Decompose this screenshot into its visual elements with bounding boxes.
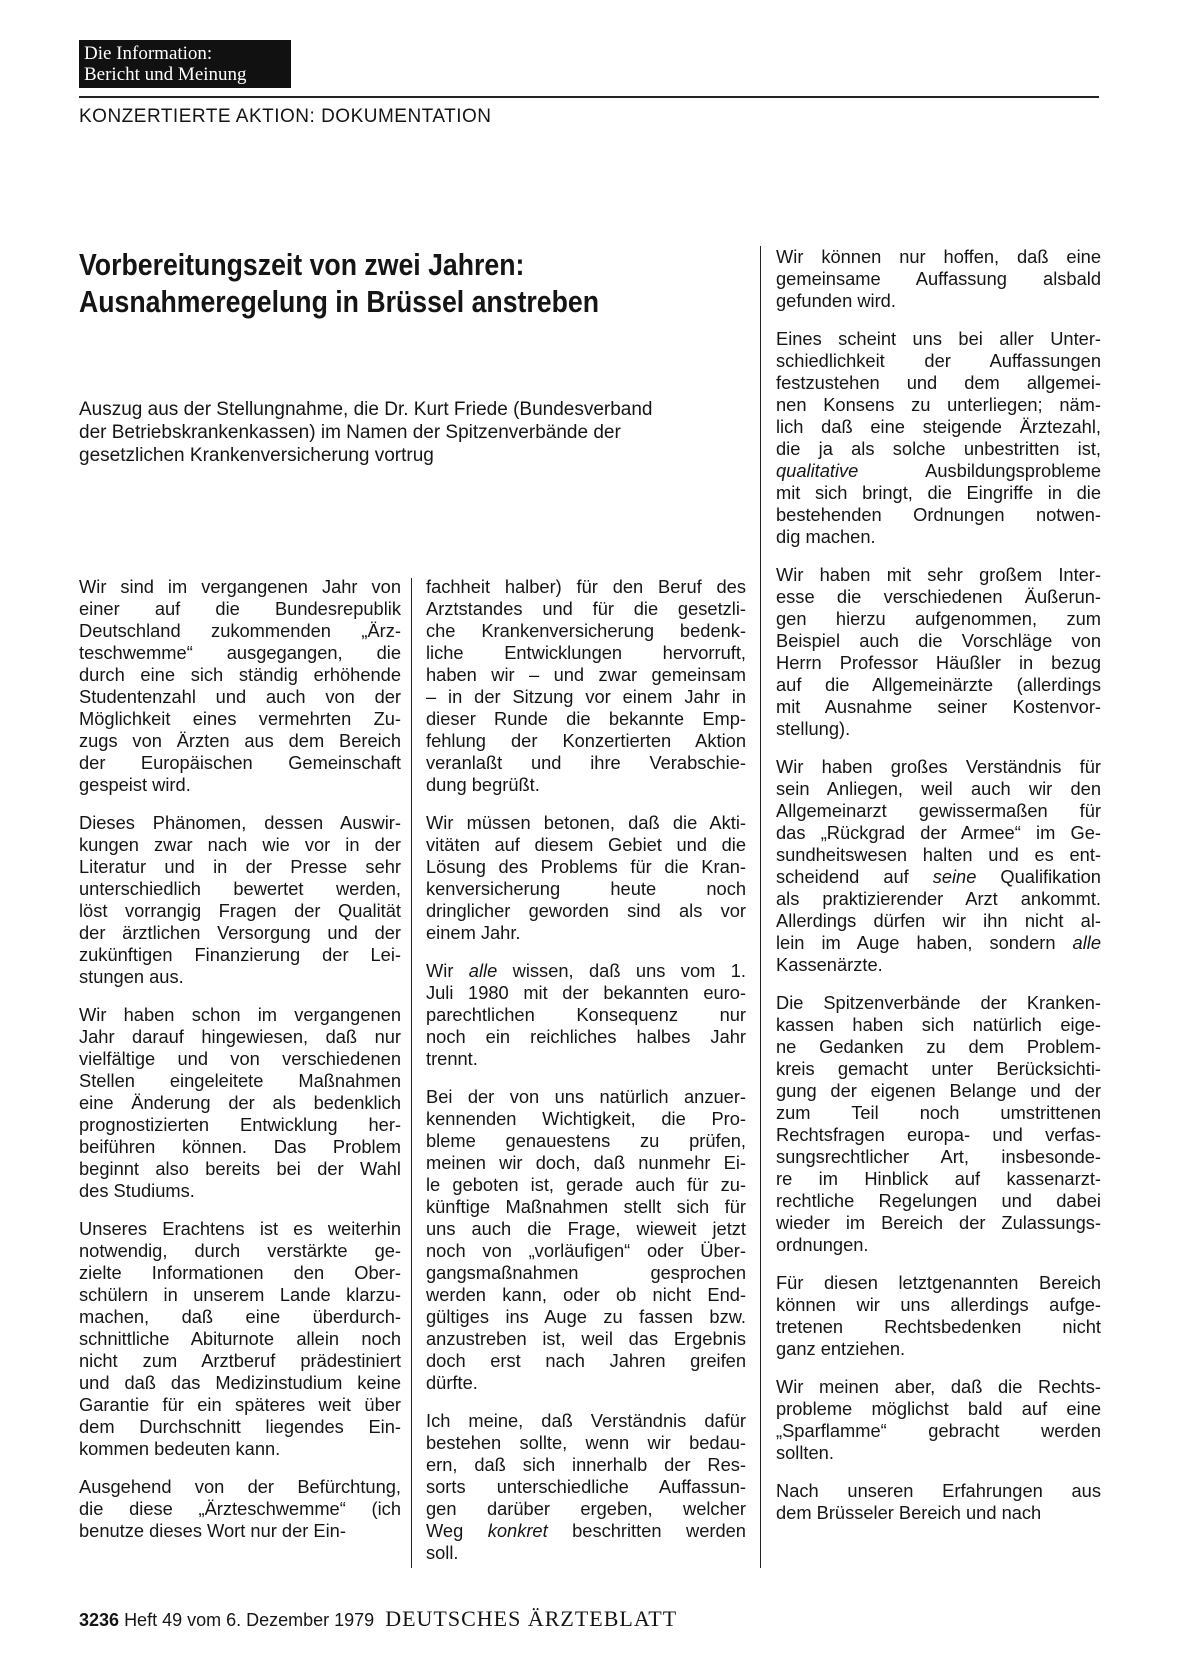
paragraph [776,564,1101,740]
text-line: auf die Allgemeinärzte (allerdings [776,674,1101,695]
text-line: gespeist wird. [79,774,191,795]
text-line: nen Konsens zu unterliegen; näm- [776,394,1101,415]
text-line: che Krankenversicherung bedenk- [426,620,746,641]
text-line: qualitative Ausbildungsprobleme [776,460,1101,481]
text-line: re im Hinblick auf kassenarzt- [776,1168,1101,1189]
text-line: der Europäischen Gemeinschaft [79,752,401,773]
paragraph [776,756,1101,976]
text-line: mit Ausnahme seiner Kostenvor- [776,696,1101,717]
text-line: stellung). [776,718,851,739]
text-line: Unseres Erachtens ist es weiterhin [79,1218,401,1239]
paragraph [776,992,1101,1256]
text-line: Rechtsfragen europa- und verfas- [776,1124,1101,1145]
text-line: gung der eigenen Belange und der [776,1080,1101,1101]
text-line: machen, daß eine überdurch- [79,1306,401,1327]
text-line: einer auf die Bundesrepublik [79,598,401,619]
text-line: die diese „Ärzteschwemme“ (ich [79,1498,401,1519]
text-line: kreis gemacht unter Berücksichti- [776,1058,1101,1079]
text-line: veranlaßt und ihre Verabschie- [426,752,746,773]
paragraph [79,1218,401,1460]
text-line: gemeinsame Auffassung alsbald [776,268,1101,289]
text-line: Allerdings dürfen wir ihn nicht al- [776,910,1101,931]
text-line: kennenden Wichtigkeit, die Pro- [426,1108,746,1129]
text-line: soll. [426,1542,459,1563]
text-line: anzustreben ist, weil das Ergebnis [426,1328,746,1349]
text-line: gültiges ins Auge zu fassen bzw. [426,1306,746,1327]
text-line: „Sparflamme“ gebracht werden [776,1420,1101,1441]
text-line: trennt. [426,1048,478,1069]
text-line: Wir haben mit sehr großem Inter- [776,564,1101,585]
text-line: Literatur und in der Presse sehr [79,856,401,877]
text-line: Dieses Phänomen, dessen Auswir- [79,812,401,833]
text-line: Wir haben schon im vergangenen [79,1004,401,1025]
text-line: lich daß eine steigende Ärztezahl, [776,416,1101,437]
text-line: bestehenden Ordnungen notwen- [776,504,1101,525]
text-line: kassen haben sich natürlich eige- [776,1014,1101,1035]
text-line: ern, daß sich innerhalb der Res- [426,1454,746,1475]
text-line: dem Brüsseler Bereich und nach [776,1502,1042,1523]
text-line: löst vorrangig Fragen der Qualität [79,900,401,921]
text-line: sorts unterschiedliche Auffassun- [426,1476,746,1497]
text-line: ne Gedanken zu dem Problem- [776,1036,1101,1057]
text-line: – in der Sitzung vor einem Jahr in [426,686,746,707]
text-line: dürfte. [426,1372,478,1393]
text-line: Beispiel auch die Vorschläge von [776,630,1101,651]
text-line: und daß das Medizinstudium keine [79,1372,401,1393]
text-line: Wir alle wissen, daß uns vom 1. [426,960,746,981]
text-line: dung begrüßt. [426,774,540,795]
text-line: Garantie für ein späteres weit über [79,1394,401,1415]
text-line: tretenen Rechtsbedenken nicht [776,1316,1101,1337]
text-line: rechtliche Regelungen und dabei [776,1190,1101,1211]
text-line: zukünftigen Finanzierung der Lei- [79,944,401,965]
text-line: Wir können nur hoffen, daß eine [776,246,1101,267]
section-label-line1: Die Information: [84,43,213,64]
text-line: die ja als solche unbestritten ist, [776,438,1101,459]
text-line: kommen bedeuten kann. [79,1438,281,1459]
paragraph [426,812,746,944]
text-line: einem Jahr. [426,922,521,943]
text-line: als praktizierender Arzt ankommt. [776,888,1101,909]
text-line: dieser Runde die bekannte Emp- [426,708,746,729]
text-line: Juli 1980 mit der bekannten euro- [426,982,746,1003]
paragraph [426,960,746,1070]
intro-line: der Betriebskrankenkassen) im Namen der Spitzenverbände der [79,422,621,443]
text-line: gefunden wird. [776,290,896,311]
text-column-1 [79,576,401,1558]
article-intro [79,398,743,467]
text-line: beiführen können. Das Problem [79,1136,401,1157]
text-line: esse die verschiedenen Äußerun- [776,586,1101,607]
text-line: noch ein reichliches halbes Jahr [426,1026,746,1047]
text-line: werden kann, oder ob nicht End- [426,1284,746,1305]
paragraph [426,1086,746,1394]
text-line: parechtlichen Konsequenz nur [426,1004,746,1025]
paragraph [776,1272,1101,1360]
text-line: bleme genauestens zu prüfen, [426,1130,746,1151]
text-column-2 [426,576,746,1580]
text-line: Stellen eingeleitete Maßnahmen [79,1070,401,1091]
text-line: Deutschland zukommenden „Ärz- [79,620,401,641]
text-line: meinen wir doch, daß nunmehr Ei- [426,1152,746,1173]
text-line: dem Durchschnitt liegendes Ein- [79,1416,401,1437]
text-line: sundheitswesen halten und es ent- [776,844,1101,865]
text-line: Wir meinen aber, daß die Rechts- [776,1376,1101,1397]
text-line: des Studiums. [79,1180,195,1201]
headline-line1: Vorbereitungszeit von zwei Jahren: [79,247,525,282]
page-footer [79,1606,677,1632]
paragraph [79,1476,401,1542]
header-rule [79,96,1099,98]
text-line: zum Teil noch umstrittenen [776,1102,1101,1123]
text-line: Lösung des Problems für die Kran- [426,856,746,877]
column-rule [411,578,412,1568]
text-line: benutze dieses Wort nur der Ein- [79,1520,346,1541]
text-line: Wir müssen betonen, daß die Akti- [426,812,746,833]
text-line: Für diesen letztgenannten Bereich [776,1272,1101,1293]
text-line: fehlung der Konzertierten Aktion [426,730,746,751]
text-line: Wir sind im vergangenen Jahr von [79,576,401,597]
paragraph [426,1410,746,1564]
text-line: sungsrechtlicher Art, insbesonde- [776,1146,1101,1167]
text-line: sollten. [776,1442,834,1463]
text-line: notwendig, durch verstärkte ge- [79,1240,401,1261]
text-line: zugs von Ärzten aus dem Bereich [79,730,401,751]
text-line: uns auch die Frage, wieweit jetzt [426,1218,746,1239]
text-line: Allgemeinarzt gewissermaßen für [776,800,1101,821]
text-line: probleme möglichst bald auf eine [776,1398,1101,1419]
text-line: gangsmaßnahmen gesprochen [426,1262,746,1283]
text-line: fachheit halber) für den Beruf des [426,576,746,597]
text-line: Eines scheint uns bei aller Unter- [776,328,1101,349]
text-line: gen hierzu aufgenommen, zum [776,608,1101,629]
text-line: wieder im Bereich der Zulassungs- [776,1212,1101,1233]
text-line: gen darüber ergeben, welcher [426,1498,746,1519]
text-line: Wir haben großes Verständnis für [776,756,1101,777]
paragraph [79,1004,401,1202]
text-line: Ich meine, daß Verständnis dafür [426,1410,746,1431]
text-line: schnittliche Abiturnote allein noch [79,1328,401,1349]
section-label [79,40,291,88]
paragraph [776,1480,1101,1524]
magazine-name: DEUTSCHES ÄRZTEBLATT [385,1606,678,1631]
text-line: künftige Maßnahmen stellt sich für [426,1196,746,1217]
text-line: Die Spitzenverbände der Kranken- [776,992,1101,1013]
column-rule [760,246,761,1568]
issue-info: Heft 49 vom 6. Dezember 1979 [124,1610,375,1630]
text-line: dringlicher geworden sind als vor [426,900,746,921]
text-line: durch eine sich ständig erhöhende [79,664,401,685]
text-line: haben wir – und zwar gemeinsam [426,664,746,685]
text-line: ganz entziehen. [776,1338,906,1359]
text-line: nicht zum Arztberuf prädestiniert [79,1350,401,1371]
text-line: Ausgehend von der Befürchtung, [79,1476,401,1497]
text-line: Bei der von uns natürlich anzuer- [426,1086,746,1107]
text-line: stungen aus. [79,966,184,987]
section-label-line2: Bericht und Meinung [84,64,247,85]
paragraph [776,246,1101,312]
text-line: beginnt also bereits bei der Wahl [79,1158,401,1179]
text-line: mit sich bringt, die Eingriffe in die [776,482,1101,503]
text-line: sein Anliegen, weil auch wir den [776,778,1101,799]
text-line: kenversicherung heute noch [426,878,746,899]
text-line: teschwemme“ ausgegangen, die [79,642,401,663]
text-line: können wir uns allerdings aufge- [776,1294,1101,1315]
intro-line: Auszug aus der Stellungnahme, die Dr. Kurt Friede (Bundesverband [79,399,653,420]
article-headline [79,246,629,320]
intro-line: gesetzlichen Krankenversicherung vortrug [79,445,434,466]
text-line: doch erst nach Jahren greifen [426,1350,746,1371]
text-line: prognostizierten Entwicklung her- [79,1114,401,1135]
text-line: le geboten ist, gerade auch für zu- [426,1174,746,1195]
text-line: unterschiedlich bewertet werden, [79,878,401,899]
paragraph [79,576,401,796]
text-line: Studentenzahl und auch von der [79,686,401,707]
text-line: der ärztlichen Versorgung und der [79,922,401,943]
text-line: das „Rückgrad der Armee“ im Ge- [776,822,1101,843]
text-line: noch von „vorläufigen“ oder Über- [426,1240,746,1261]
text-line: kungen zwar nach wie vor in der [79,834,401,855]
text-line: Jahr darauf hingewiesen, daß nur [79,1026,401,1047]
text-line: vielfältige und von verschiedenen [79,1048,401,1069]
headline-line2: Ausnahmeregelung in Brüssel anstreben [79,284,600,319]
text-line: ordnungen. [776,1234,869,1255]
text-line: festzustehen und dem allgemei- [776,372,1101,393]
paragraph [426,576,746,796]
rubric: KONZERTIERTE AKTION: DOKUMENTATION [79,106,492,127]
text-line: Möglichkeit eines vermehrten Zu- [79,708,401,729]
page-number: 3236 [79,1610,120,1630]
text-line: bestehen sollte, wenn wir bedau- [426,1432,746,1453]
text-column-3 [776,246,1101,1540]
text-line: vitäten auf diesem Gebiet und die [426,834,746,855]
text-line: schülern in unserem Lande klarzu- [79,1284,401,1305]
text-line: lein im Auge haben, sondern alle [776,932,1101,953]
text-line: Arztstandes und für die gesetzli- [426,598,746,619]
text-line: eine Änderung der als bedenklich [79,1092,401,1113]
text-line: Herrn Professor Häußler in bezug [776,652,1101,673]
text-line: Kassenärzte. [776,954,883,975]
text-line: Nach unseren Erfahrungen aus [776,1480,1101,1501]
paragraph [776,1376,1101,1464]
text-line: dig machen. [776,526,876,547]
text-line: Weg konkret beschritten werden [426,1520,746,1541]
text-line: schiedlichkeit der Auffassungen [776,350,1101,371]
text-line: zielte Informationen den Ober- [79,1262,401,1283]
paragraph [776,328,1101,548]
text-line: liche Entwicklungen hervorruft, [426,642,746,663]
paragraph [79,812,401,988]
text-line: scheidend auf seine Qualifikation [776,866,1101,887]
